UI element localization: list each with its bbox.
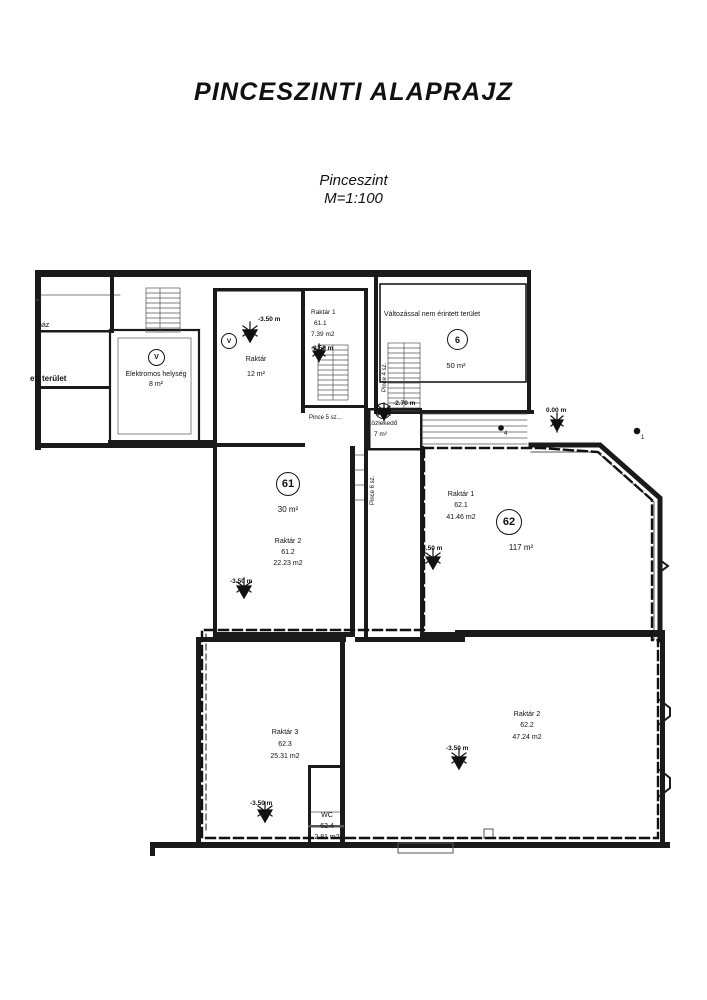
marker-number-1: 1	[641, 435, 645, 441]
room-number-61-1: 61.1	[314, 320, 327, 327]
house-fragment-label: ház	[38, 322, 50, 329]
door-note-6: Pince 6 sz.	[370, 475, 376, 505]
level-marker-1: -3.50 m	[258, 316, 281, 323]
room-area-62-1: 41.46 m2	[446, 514, 476, 521]
level-marker-5: -3.50 m	[250, 800, 273, 807]
room-area-61-2: 22.23 m2	[273, 560, 303, 567]
room-area-30: 30 m²	[277, 505, 299, 514]
room-number-62-1: 62.1	[454, 502, 468, 509]
room-name-raktar-62-1: Raktár 1	[447, 491, 475, 498]
room-name-raktar-v: Raktár	[245, 356, 267, 363]
room-area-62-2: 47.24 m2	[512, 734, 542, 741]
level-marker-6: -3.50 m	[446, 745, 469, 752]
room-name-raktar-61-1: Raktár 1	[311, 309, 336, 316]
room-area-wc: 2.81 m2	[314, 834, 340, 841]
subtitle-line-1: Pinceszint	[319, 172, 388, 189]
door-note-5: Pince 5 sz...	[309, 415, 342, 421]
room-name-raktar-62-2: Raktár 2	[513, 711, 541, 718]
affected-area-fragment-label: ett terület	[30, 374, 67, 383]
circle-marker-61: 61	[276, 472, 300, 496]
room-area-raktar-v: 12 m²	[247, 371, 265, 378]
page-title: PINCESZINTI ALAPRAJZ	[194, 78, 513, 106]
circle-marker-v-2: V	[221, 333, 237, 349]
room-area-kozlekedo: 7 m²	[374, 431, 387, 438]
level-marker-zero: 0.00 m	[546, 407, 567, 414]
room-name-elektromos: Elektromos helység	[125, 371, 187, 378]
room-number-wc: 62.4	[320, 823, 334, 830]
unaffected-area-label: Változással nem érintett terület	[384, 311, 481, 318]
room-area-elektromos: 8 m²	[149, 381, 163, 388]
subtitle-line-2: M=1:100	[324, 190, 383, 207]
level-marker-4: -3.50 m	[420, 545, 443, 552]
level-marker-8: -2.70 m	[393, 400, 416, 407]
room-area-50: 50 m²	[446, 361, 466, 370]
room-name-wc: WC	[321, 812, 333, 819]
level-marker-3: -3.50 m	[230, 578, 253, 585]
door-note-4: Pince 4 sz.	[382, 362, 388, 392]
room-name-kozlekedo: Közlekedő	[367, 420, 398, 427]
room-area-117: 117 m²	[508, 543, 534, 552]
level-marker-2: -3.50 m	[311, 345, 334, 352]
room-area-61-1: 7.39 m2	[311, 331, 335, 338]
room-area-62-3: 25.31 m2	[270, 753, 300, 760]
circle-marker-v-1: V	[148, 349, 165, 366]
room-name-raktar-61-2: Raktár 2	[274, 538, 302, 545]
room-number-62-2: 62.2	[520, 722, 534, 729]
room-number-62-3: 62.3	[278, 741, 292, 748]
circle-marker-62: 62	[496, 509, 522, 535]
room-name-raktar-62-3: Raktár 3	[271, 729, 299, 736]
fragment-marker-left: )	[38, 296, 41, 303]
marker-number-4: 4	[504, 431, 508, 437]
circle-marker-6: 6	[447, 329, 468, 350]
room-number-61-2: 61.2	[281, 549, 295, 556]
circle-marker-iii: III	[375, 403, 391, 419]
